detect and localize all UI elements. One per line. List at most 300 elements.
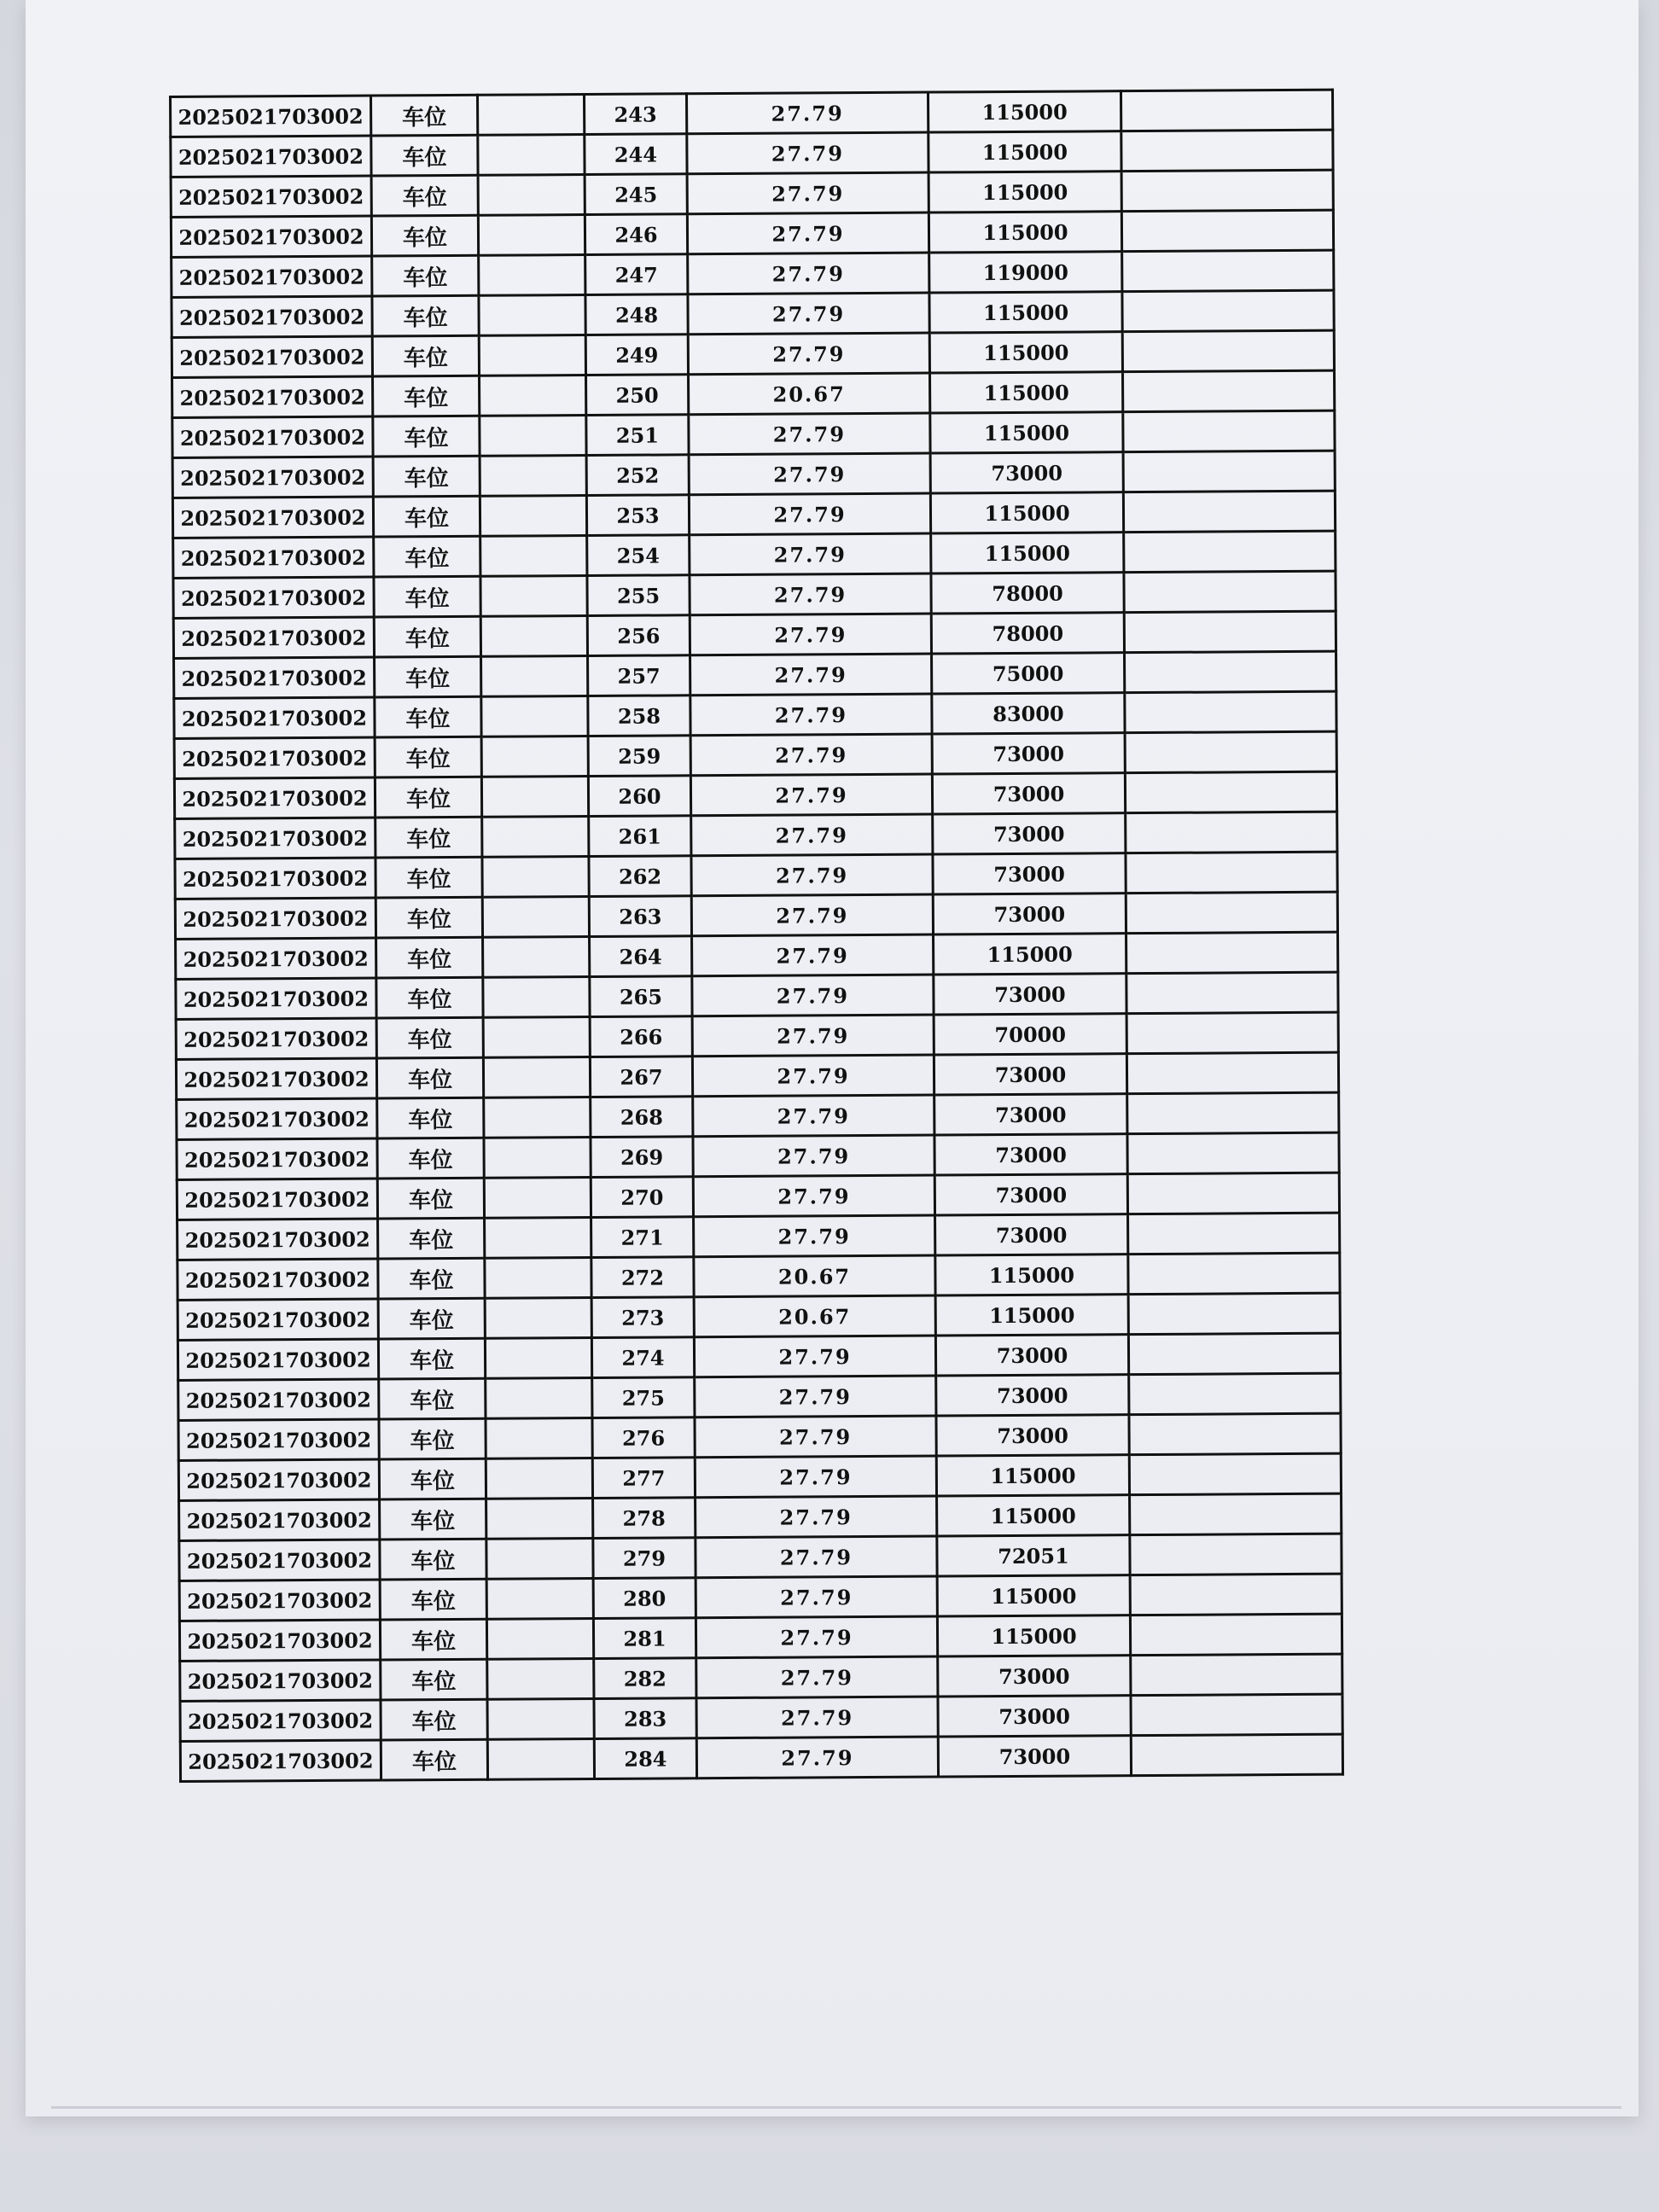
- cell-number: 270: [591, 1177, 693, 1218]
- cell-note: [1121, 210, 1333, 252]
- table-row: [174, 651, 1336, 698]
- cell-blank: [483, 1017, 590, 1058]
- cell-code: 2025021703002: [176, 1058, 376, 1099]
- cell-blank: [485, 1338, 591, 1379]
- cell-price: 73000: [938, 1656, 1131, 1697]
- cell-area: 27.79: [689, 493, 930, 535]
- cell-note: [1122, 330, 1334, 372]
- cell-type: 车位: [381, 1739, 487, 1780]
- cell-price: 70000: [934, 1014, 1126, 1055]
- cell-blank: [484, 1097, 591, 1138]
- parking-space-table: [169, 89, 1344, 1783]
- cell-number: 269: [591, 1137, 693, 1178]
- cell-area: 27.79: [692, 975, 934, 1016]
- cell-type: 车位: [377, 1097, 484, 1138]
- cell-area: 27.79: [693, 1135, 934, 1177]
- cell-area: 27.79: [692, 934, 934, 976]
- cell-number: 282: [594, 1658, 696, 1699]
- cell-price: 78000: [931, 613, 1124, 654]
- cell-price: 115000: [928, 91, 1121, 132]
- cell-type: 车位: [371, 175, 478, 216]
- cell-note: [1128, 1333, 1340, 1375]
- cell-code: 2025021703002: [171, 216, 371, 257]
- cell-number: 245: [585, 174, 687, 215]
- cell-code: 2025021703002: [179, 1540, 380, 1580]
- cell-type: 车位: [377, 1178, 484, 1219]
- cell-note: [1126, 1052, 1338, 1094]
- cell-price: 115000: [928, 212, 1121, 253]
- cell-number: 277: [592, 1458, 695, 1499]
- cell-blank: [487, 1698, 594, 1739]
- cell-price: 73000: [938, 1736, 1131, 1777]
- cell-area: 27.79: [691, 854, 933, 896]
- cell-code: 2025021703002: [178, 1259, 378, 1300]
- cell-blank: [479, 335, 585, 376]
- cell-code: 2025021703002: [172, 336, 372, 377]
- cell-area: 27.79: [690, 774, 932, 816]
- cell-note: [1124, 531, 1336, 573]
- cell-note: [1130, 1493, 1342, 1535]
- cell-code: 2025021703002: [172, 497, 373, 538]
- cell-price: 73000: [934, 1094, 1127, 1135]
- cell-price: 73000: [934, 974, 1126, 1015]
- cell-note: [1126, 892, 1337, 934]
- cell-price: 115000: [934, 934, 1126, 975]
- cell-area: 27.79: [696, 1656, 938, 1698]
- cell-note: [1121, 90, 1332, 131]
- cell-type: 车位: [375, 656, 481, 697]
- cell-note: [1125, 731, 1336, 773]
- cell-number: 273: [591, 1297, 694, 1338]
- table-row: [175, 852, 1337, 899]
- cell-blank: [482, 857, 589, 898]
- cell-blank: [481, 656, 588, 697]
- cell-area: 27.79: [696, 1697, 938, 1738]
- table-row: [179, 1534, 1342, 1580]
- cell-number: 253: [586, 495, 689, 536]
- cell-number: 263: [589, 896, 691, 937]
- table-row: [175, 812, 1337, 859]
- cell-type: 车位: [371, 95, 478, 136]
- cell-blank: [480, 375, 586, 416]
- table-row: [177, 1173, 1339, 1220]
- cell-blank: [487, 1738, 594, 1779]
- cell-number: 275: [592, 1377, 695, 1418]
- cell-blank: [480, 456, 586, 497]
- cell-type: 车位: [378, 1258, 485, 1299]
- table-row: [172, 290, 1334, 337]
- table-row: [178, 1413, 1341, 1460]
- table-row: [171, 170, 1333, 217]
- cell-area: 20.67: [694, 1295, 935, 1337]
- cell-blank: [478, 175, 585, 216]
- cell-code: 2025021703002: [172, 457, 373, 498]
- cell-code: 2025021703002: [171, 176, 371, 217]
- cell-blank: [483, 1057, 590, 1098]
- cell-code: 2025021703002: [175, 818, 375, 859]
- cell-code: 2025021703002: [179, 1620, 380, 1661]
- table-row: [176, 972, 1338, 1019]
- cell-blank: [485, 1298, 591, 1339]
- table-row: [173, 571, 1336, 618]
- cell-price: 115000: [929, 332, 1122, 373]
- cell-code: 2025021703002: [175, 898, 375, 939]
- cell-code: 2025021703002: [172, 416, 373, 457]
- table-row: [178, 1373, 1341, 1420]
- cell-price: 73000: [936, 1375, 1129, 1416]
- cell-note: [1128, 1293, 1340, 1335]
- cell-type: 车位: [381, 1699, 487, 1740]
- cell-type: 车位: [372, 335, 479, 376]
- cell-blank: [483, 937, 590, 978]
- cell-number: 256: [587, 615, 690, 656]
- table-row: [173, 611, 1336, 658]
- table-row: [177, 1092, 1339, 1139]
- cell-note: [1125, 651, 1336, 693]
- cell-number: 262: [589, 856, 691, 897]
- cell-note: [1122, 290, 1334, 332]
- cell-number: 268: [591, 1097, 693, 1138]
- cell-number: 283: [594, 1698, 696, 1739]
- cell-code: 2025021703002: [172, 376, 373, 417]
- table-row: [179, 1574, 1342, 1621]
- table-row: [178, 1453, 1341, 1500]
- cell-price: 73000: [933, 853, 1126, 894]
- cell-type: 车位: [371, 135, 478, 176]
- cell-code: 2025021703002: [173, 617, 374, 658]
- table-container: [169, 89, 1342, 1783]
- cell-code: 2025021703002: [178, 1339, 378, 1380]
- cell-blank: [478, 95, 585, 136]
- cell-type: 车位: [376, 1057, 483, 1098]
- cell-blank: [481, 696, 588, 737]
- cell-blank: [480, 496, 586, 537]
- cell-code: 2025021703002: [176, 938, 376, 979]
- cell-area: 27.79: [696, 1576, 937, 1618]
- cell-blank: [480, 536, 587, 577]
- cell-price: 115000: [937, 1495, 1130, 1536]
- cell-code: 2025021703002: [179, 1580, 380, 1621]
- cell-number: 272: [591, 1257, 694, 1298]
- table-row: [178, 1293, 1340, 1340]
- cell-price: 73000: [932, 733, 1125, 774]
- cell-type: 车位: [379, 1458, 486, 1499]
- cell-price: 73000: [936, 1415, 1129, 1456]
- cell-blank: [486, 1378, 592, 1419]
- cell-type: 车位: [372, 255, 479, 296]
- cell-number: 249: [585, 335, 688, 375]
- cell-note: [1124, 571, 1336, 613]
- cell-price: 115000: [935, 1254, 1128, 1295]
- cell-note: [1131, 1694, 1342, 1736]
- table-row: [180, 1694, 1342, 1741]
- cell-type: 车位: [378, 1338, 485, 1379]
- cell-code: 2025021703002: [180, 1740, 381, 1781]
- table-row: [178, 1213, 1340, 1260]
- cell-blank: [479, 255, 585, 296]
- cell-note: [1127, 1173, 1339, 1214]
- cell-area: 27.79: [691, 894, 933, 936]
- cell-code: 2025021703002: [171, 96, 371, 137]
- cell-price: 73000: [932, 773, 1125, 814]
- cell-number: 247: [585, 254, 688, 295]
- cell-type: 车位: [375, 736, 481, 777]
- cell-area: 27.79: [692, 1015, 934, 1057]
- cell-type: 车位: [375, 857, 482, 898]
- cell-type: 车位: [373, 375, 480, 416]
- cell-number: 251: [586, 415, 689, 456]
- cell-code: 2025021703002: [180, 1660, 381, 1701]
- table-row: [174, 771, 1336, 818]
- cell-number: 243: [585, 94, 687, 135]
- cell-number: 257: [588, 655, 690, 696]
- cell-code: 2025021703002: [174, 737, 375, 778]
- cell-code: 2025021703002: [177, 1138, 377, 1179]
- cell-blank: [480, 576, 587, 617]
- cell-code: 2025021703002: [178, 1219, 378, 1260]
- cell-area: 27.79: [696, 1536, 937, 1578]
- cell-price: 83000: [932, 693, 1125, 734]
- table-row: [172, 491, 1335, 538]
- cell-price: 115000: [930, 372, 1123, 413]
- cell-type: 车位: [376, 977, 483, 1018]
- cell-note: [1129, 1453, 1341, 1495]
- cell-area: 27.79: [689, 413, 930, 455]
- cell-note: [1123, 410, 1335, 452]
- cell-area: 27.79: [694, 1336, 935, 1377]
- table-row: [180, 1654, 1342, 1701]
- cell-price: 75000: [932, 653, 1125, 694]
- table-row: [173, 531, 1336, 578]
- cell-code: 2025021703002: [173, 537, 374, 578]
- cell-area: 27.79: [696, 1616, 937, 1658]
- cell-number: 252: [586, 455, 689, 496]
- cell-number: 281: [593, 1618, 696, 1659]
- cell-type: 车位: [374, 616, 480, 657]
- cell-type: 车位: [379, 1378, 486, 1419]
- cell-blank: [484, 1138, 591, 1179]
- cell-note: [1126, 812, 1337, 853]
- cell-area: 27.79: [695, 1416, 936, 1458]
- cell-type: 车位: [371, 215, 478, 256]
- paper-bottom-edge: [51, 2106, 1621, 2109]
- cell-blank: [479, 295, 585, 336]
- cell-type: 车位: [378, 1298, 485, 1339]
- cell-area: 27.79: [693, 1175, 934, 1217]
- table-row: [179, 1614, 1342, 1661]
- cell-blank: [486, 1538, 593, 1579]
- cell-code: 2025021703002: [174, 777, 375, 818]
- cell-number: 248: [585, 294, 688, 335]
- cell-area: 27.79: [695, 1456, 936, 1498]
- cell-price: 115000: [936, 1455, 1129, 1496]
- cell-code: 2025021703002: [171, 136, 371, 177]
- cell-price: 115000: [937, 1575, 1130, 1616]
- table-row: [171, 130, 1333, 177]
- cell-area: 20.67: [689, 373, 930, 415]
- cell-type: 车位: [375, 777, 481, 818]
- cell-note: [1130, 1534, 1342, 1575]
- cell-blank: [484, 1178, 591, 1219]
- cell-code: 2025021703002: [176, 978, 376, 1019]
- cell-type: 车位: [374, 536, 480, 577]
- cell-number: 258: [588, 696, 690, 736]
- cell-note: [1127, 1092, 1339, 1134]
- cell-number: 279: [593, 1538, 696, 1579]
- cell-blank: [482, 817, 589, 858]
- cell-area: 27.79: [693, 1095, 934, 1137]
- cell-type: 车位: [376, 937, 483, 978]
- cell-blank: [485, 1258, 591, 1299]
- cell-type: 车位: [373, 496, 480, 537]
- cell-type: 车位: [373, 456, 480, 497]
- cell-blank: [487, 1658, 594, 1699]
- cell-price: 73000: [930, 452, 1123, 493]
- cell-area: 27.79: [692, 1055, 934, 1097]
- cell-area: 27.79: [688, 253, 929, 294]
- cell-number: 266: [590, 1016, 692, 1057]
- table-row: [179, 1493, 1342, 1540]
- cell-type: 车位: [380, 1539, 486, 1580]
- cell-note: [1126, 1012, 1338, 1054]
- cell-note: [1126, 852, 1337, 894]
- cell-code: 2025021703002: [172, 256, 372, 297]
- cell-area: 27.79: [689, 453, 930, 495]
- cell-type: 车位: [376, 1017, 483, 1058]
- cell-number: 255: [587, 575, 690, 616]
- cell-area: 27.79: [687, 212, 928, 254]
- cell-price: 115000: [929, 292, 1122, 333]
- cell-blank: [486, 1618, 593, 1659]
- table-row: [178, 1253, 1340, 1300]
- cell-note: [1125, 771, 1336, 813]
- cell-number: 271: [591, 1217, 694, 1258]
- cell-number: 264: [590, 936, 692, 977]
- cell-number: 280: [593, 1578, 696, 1619]
- cell-type: 车位: [375, 696, 481, 737]
- cell-code: 2025021703002: [173, 577, 374, 618]
- cell-area: 27.79: [688, 293, 929, 335]
- cell-price: 73000: [934, 1054, 1126, 1095]
- cell-area: 27.79: [690, 694, 932, 736]
- cell-area: 27.79: [690, 654, 932, 696]
- table-row: [174, 691, 1336, 738]
- cell-type: 车位: [375, 817, 482, 858]
- cell-blank: [482, 897, 589, 938]
- table-row: [172, 330, 1334, 377]
- cell-price: 73000: [934, 1174, 1127, 1215]
- cell-type: 车位: [372, 295, 479, 336]
- cell-note: [1128, 1213, 1340, 1254]
- cell-price: 73000: [933, 813, 1126, 854]
- cell-price: 115000: [928, 172, 1121, 212]
- table-row: [178, 1333, 1340, 1380]
- cell-type: 车位: [381, 1659, 487, 1700]
- cell-area: 27.79: [690, 573, 931, 615]
- cell-area: 27.79: [690, 533, 931, 575]
- cell-code: 2025021703002: [175, 858, 375, 899]
- cell-number: 276: [592, 1417, 695, 1458]
- table-row: [172, 451, 1335, 498]
- cell-area: 20.67: [694, 1255, 935, 1297]
- cell-price: 73000: [935, 1214, 1128, 1255]
- cell-area: 27.79: [695, 1376, 936, 1417]
- table-row: [176, 1052, 1338, 1099]
- table-body: [171, 90, 1343, 1781]
- cell-area: 27.79: [690, 734, 932, 776]
- cell-blank: [480, 416, 586, 457]
- cell-blank: [481, 736, 588, 777]
- cell-code: 2025021703002: [178, 1299, 378, 1340]
- cell-blank: [480, 616, 587, 657]
- table-row: [172, 370, 1335, 417]
- cell-price: 73000: [934, 1134, 1127, 1175]
- cell-type: 车位: [380, 1579, 486, 1620]
- cell-code: 2025021703002: [178, 1459, 379, 1500]
- cell-code: 2025021703002: [180, 1700, 381, 1741]
- cell-area: 27.79: [687, 172, 928, 214]
- cell-type: 车位: [373, 416, 480, 457]
- cell-note: [1127, 1132, 1339, 1174]
- cell-type: 车位: [380, 1619, 486, 1660]
- cell-area: 27.79: [687, 132, 928, 174]
- cell-blank: [486, 1578, 593, 1619]
- table-row: [171, 90, 1333, 137]
- cell-code: 2025021703002: [178, 1379, 379, 1420]
- cell-note: [1122, 250, 1334, 292]
- cell-area: 27.79: [694, 1215, 935, 1257]
- cell-area: 27.79: [688, 333, 929, 375]
- cell-note: [1125, 691, 1336, 733]
- cell-note: [1131, 1654, 1342, 1696]
- cell-number: 244: [585, 134, 687, 175]
- table-row: [172, 410, 1335, 457]
- cell-price: 78000: [931, 573, 1124, 614]
- cell-blank: [483, 977, 590, 1018]
- cell-code: 2025021703002: [177, 1179, 377, 1220]
- cell-number: 267: [590, 1057, 692, 1097]
- cell-note: [1122, 370, 1334, 412]
- cell-number: 278: [593, 1498, 696, 1539]
- cell-area: 27.79: [690, 614, 931, 655]
- cell-price: 73000: [938, 1696, 1131, 1737]
- cell-note: [1130, 1614, 1342, 1656]
- cell-number: 246: [585, 214, 687, 255]
- cell-note: [1124, 611, 1336, 653]
- cell-code: 2025021703002: [172, 296, 372, 337]
- table-row: [172, 250, 1334, 297]
- cell-note: [1126, 932, 1338, 974]
- cell-area: 27.79: [696, 1496, 937, 1538]
- cell-type: 车位: [375, 897, 482, 938]
- cell-code: 2025021703002: [178, 1419, 379, 1460]
- cell-price: 115000: [930, 492, 1123, 533]
- cell-price: 72051: [937, 1535, 1130, 1576]
- cell-note: [1126, 972, 1338, 1014]
- table-row: [174, 731, 1336, 778]
- cell-number: 274: [591, 1337, 694, 1378]
- cell-note: [1123, 491, 1335, 533]
- cell-price: 115000: [928, 131, 1121, 172]
- cell-type: 车位: [379, 1418, 486, 1459]
- cell-code: 2025021703002: [176, 1018, 376, 1059]
- cell-area: 27.79: [696, 1737, 938, 1778]
- cell-code: 2025021703002: [174, 697, 375, 738]
- cell-number: 259: [588, 736, 690, 777]
- cell-blank: [486, 1458, 592, 1499]
- table-row: [175, 892, 1337, 939]
- cell-note: [1121, 130, 1333, 172]
